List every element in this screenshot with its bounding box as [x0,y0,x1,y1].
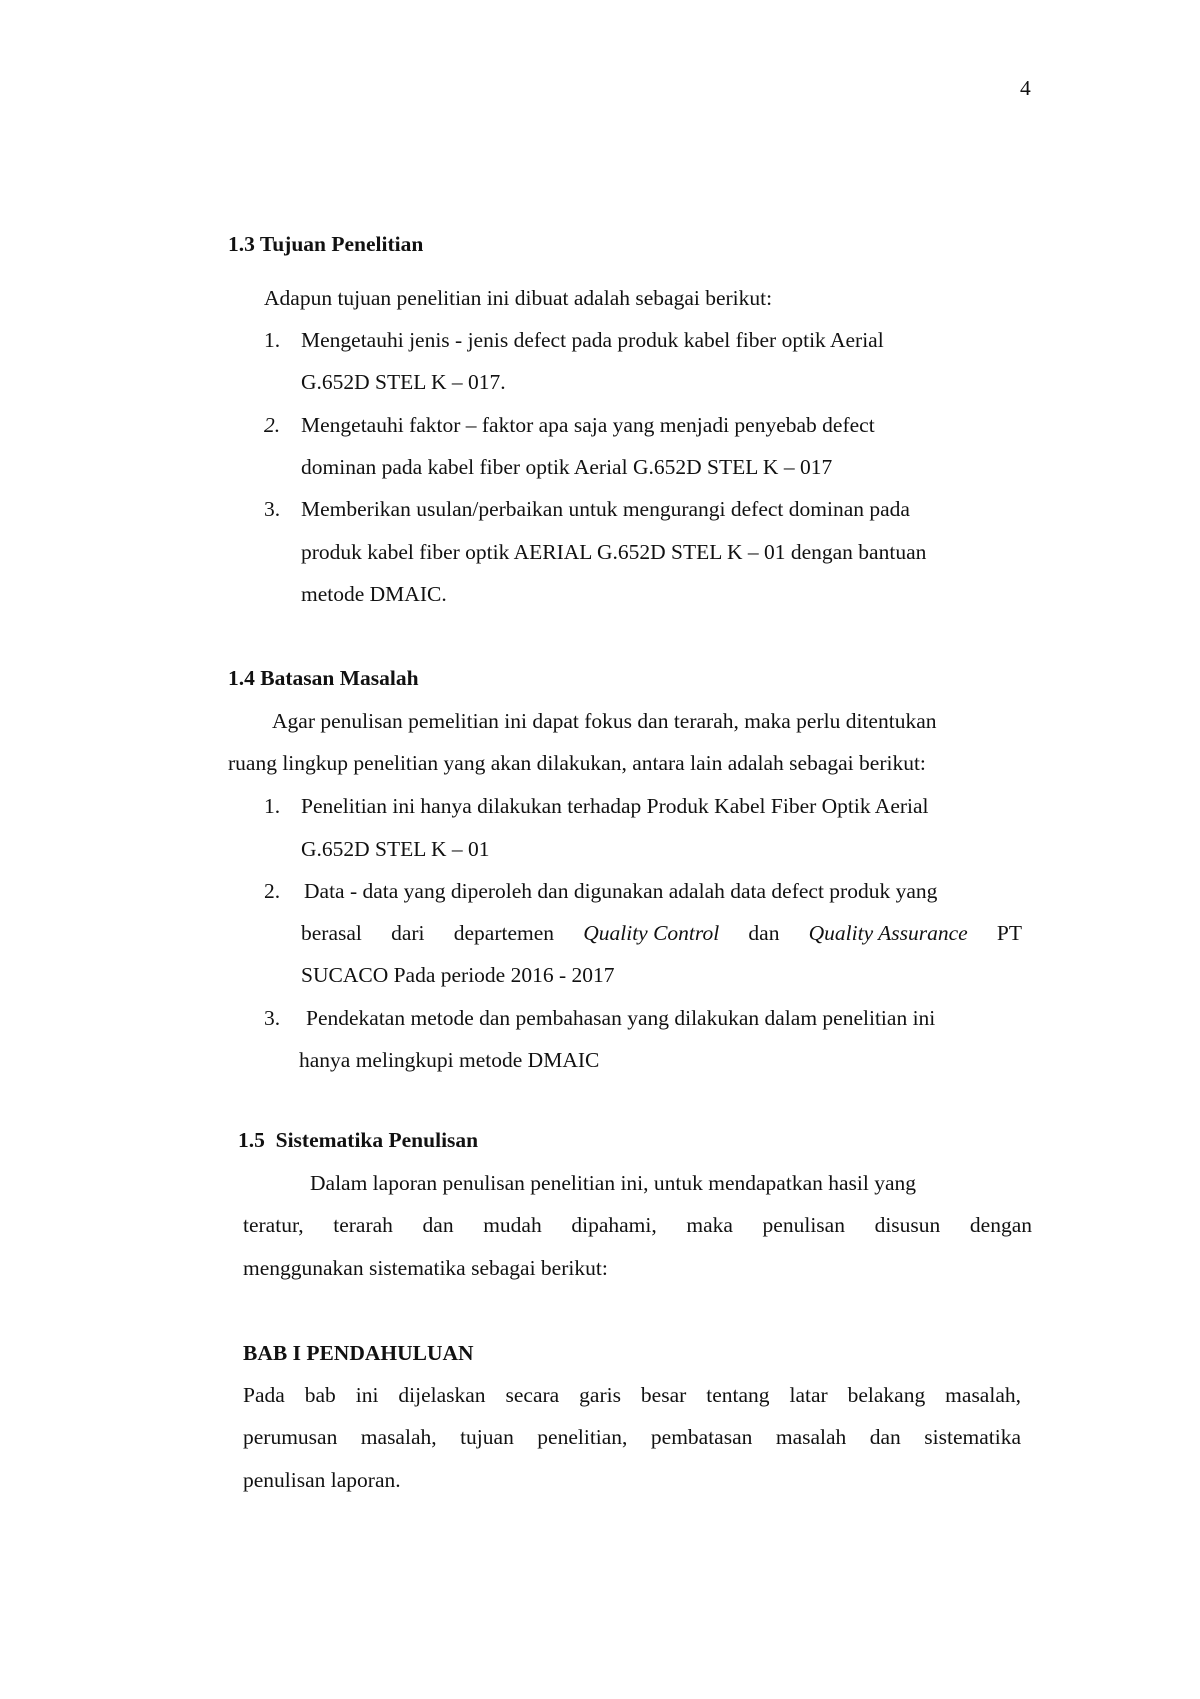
list-item-line: produk kabel fiber optik AERIAL G.652D STEL K – 01 dengan bantuan [301,540,927,564]
list-item-line: Mengetauhi jenis - jenis defect pada produk kabel fiber optik Aerial [301,328,884,352]
list-item-line: Penelitian ini hanya dilakukan terhadap Produk Kabel Fiber Optik Aerial [301,794,929,818]
section-1-4-intro-line: ruang lingkup penelitian yang akan dilakukan, antara lain adalah sebagai berikut: [228,751,926,775]
list-item-number: 3. [264,1006,281,1030]
paragraph-line: penulisan laporan. [243,1468,401,1492]
list-item-number: 1. [264,328,281,352]
section-1-3-heading: 1.3 Tujuan Penelitian [228,232,424,256]
list-item-line: SUCACO Pada periode 2016 - 2017 [301,963,615,987]
word: berasal [301,921,362,945]
section-1-5-heading: 1.5 Sistematika Penulisan [238,1128,479,1152]
page-number: 4 [1020,76,1031,100]
word: PT [996,921,1022,945]
word: departemen [453,921,555,945]
list-item-line: dominan pada kabel fiber optik Aerial G.652D STEL K – 017 [301,455,833,479]
section-1-3-intro: Adapun tujuan penelitian ini dibuat adalah sebagai berikut: [264,286,773,310]
list-item-number: 2. [264,413,281,437]
list-item-number: 2. [264,879,281,903]
bab-1-heading: BAB I PENDAHULUAN [243,1341,474,1365]
list-item-line: Memberikan usulan/perbaikan untuk mengurangi defect dominan pada [301,497,910,521]
list-item-line: Pendekatan metode dan pembahasan yang dilakukan dalam penelitian ini [306,1006,936,1030]
section-1-4-heading: 1.4 Batasan Masalah [228,666,419,690]
paragraph-line: Dalam laporan penulisan penelitian ini, untuk mendapatkan hasil yang [310,1171,917,1195]
list-item-line: hanya melingkupi metode DMAIC [299,1048,600,1072]
list-item-line: Mengetauhi faktor – faktor apa saja yang menjadi penyebab defect [301,413,875,437]
list-item-line: G.652D STEL K – 017. [301,370,506,394]
paragraph-line: menggunakan sistematika sebagai berikut: [243,1256,608,1280]
word-italic: Quality Control [583,921,720,945]
paragraph-line: perumusan masalah, tujuan penelitian, pembatasan masalah dan sistematika [243,1425,1021,1449]
list-item-line: Data - data yang diperoleh dan digunakan adalah data defect produk yang [304,879,938,903]
list-item-number: 3. [264,497,281,521]
paragraph-line: teratur, terarah dan mudah dipahami, maka penulisan disusun dengan [243,1213,1032,1237]
word: dan [748,921,780,945]
list-item-line: G.652D STEL K – 01 [301,837,490,861]
section-1-4-intro-line: Agar penulisan pemelitian ini dapat fokus dan terarah, maka perlu ditentukan [272,709,937,733]
list-item-line [301,921,1022,946]
word: dari [391,921,425,945]
word-italic: Quality Assurance [808,921,968,945]
list-item-number: 1. [264,794,281,818]
list-item-line: metode DMAIC. [301,582,447,606]
paragraph-line: Pada bab ini dijelaskan secara garis besar tentang latar belakang masalah, [243,1383,1021,1407]
